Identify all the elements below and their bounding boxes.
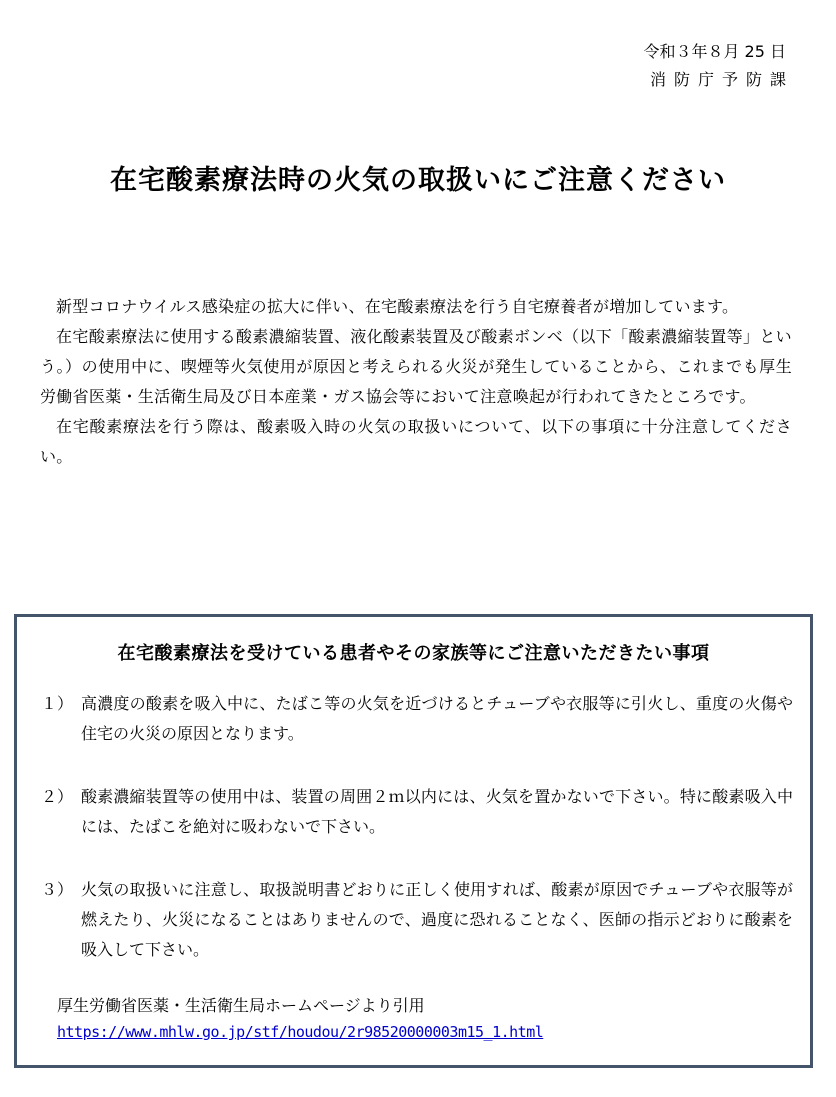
notice-box xyxy=(14,614,813,1068)
page-title: 在宅酸素療法時の火気の取扱いにご注意ください xyxy=(110,165,726,196)
item-number: ２） xyxy=(41,787,74,806)
item-text: 酸素濃縮装置等の使用中は、装置の周囲２ｍ以内には、火気を置かないで下さい。特に酸素吸入中には、たばこを絶対に吸わないで下さい。 xyxy=(81,787,793,836)
item-number: １） xyxy=(41,694,74,713)
intro-paragraph: 新型コロナウイルス感染症の拡大に伴い、在宅酸素療法を行う自宅療養者が増加しています。 xyxy=(56,297,739,316)
issue-date: 令和３年８月 25 日 xyxy=(643,42,786,61)
notice-heading: 在宅酸素療法を受けている患者やその家族等にご注意いただきたい事項 xyxy=(117,643,710,664)
citation-label: 厚生労働省医薬・生活衛生局ホームページより引用 xyxy=(57,996,425,1015)
notice-item xyxy=(41,782,793,842)
citation xyxy=(57,993,543,1045)
intro-paragraph: 在宅酸素療法に使用する酸素濃縮装置、液化酸素装置及び酸素ボンベ（以下「酸素濃縮装置等」という。）の使用中に、喫煙等火気使用が原因と考えられる火災が発生していることから、これまでも厚生労働省医薬・生活衛生局及び日本産業・ガス協会等において注意喚起が行われてきたところです。 xyxy=(40,327,792,406)
item-text: 火気の取扱いに注意し、取扱説明書どおりに正しく使用すれば、酸素が原因でチューブや衣服等が燃えたり、火災になることはありませんので、過度に恐れることなく、医師の指示どおりに酸素を吸入して下さい。 xyxy=(81,880,793,959)
intro-paragraph: 在宅酸素療法を行う際は、酸素吸入時の火気の取扱いについて、以下の事項に十分注意してください。 xyxy=(40,417,792,466)
citation-link[interactable]: https://www.mhlw.go.jp/stf/houdou/2r98520000003m15_1.html xyxy=(57,1023,544,1041)
notice-item xyxy=(41,689,793,749)
item-number: ３） xyxy=(41,880,74,899)
item-text: 高濃度の酸素を吸入中に、たばこ等の火気を近づけるとチューブや衣服等に引火し、重度の火傷や住宅の火災の原因となります。 xyxy=(81,694,793,743)
notice-item xyxy=(41,875,793,965)
document-header xyxy=(643,38,794,94)
notice-items xyxy=(41,689,793,998)
intro-section xyxy=(40,292,792,472)
issuing-department: 消防庁予防課 xyxy=(649,70,794,89)
